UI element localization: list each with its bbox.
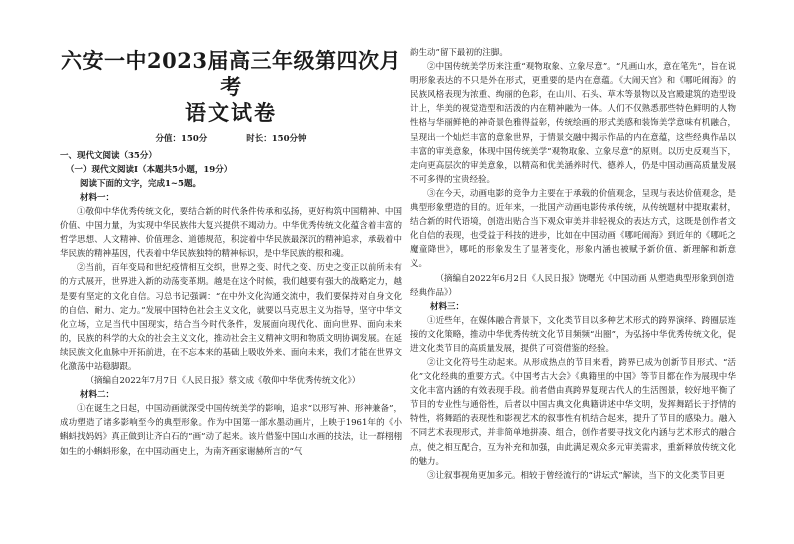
material-3-paragraph-2: ②让文化符号生动起来。从形成热点的节目来看，跨界已成为创新节目形式、“活化”文化经典的重要方式。《中国考古大会》《典籍里的中国》等节目都在作为展现中华文化丰富内涵的有效表现手段。前者借由真跨界复现古代人的生活图景，较好地平衡了节目的专业性与通俗性，后者以中国古典文化典籍讲述中华文明，发挥舞蹈长于抒情的特性，将舞蹈的表现性和影视艺术的叙事性有机结合起来，提升了节目的感染力。融入不同艺术表现形式，并非简单地拼凑、组合，创作者要寻找文化内涵与艺术形式的融合点，使之相互配合，互为补充和加强，由此满足观众多元审美需求，重新释放传统文化的魅力。: [410, 357, 736, 467]
left-column: [60, 48, 402, 459]
material-2-paragraph-2: ②中国传统美学历来注重“观物取象、立象尽意”。“凡画山水，意在笔先”，旨在说明形象表达的不只是外在形式，更重要的是内在意蕴。《大闹天宫》和《哪吒闹海》的民族风格表现为浓重、绚丽的色彩，在山川、石头、草木等景物以及宫殿建筑的造型设计上，华美的视觉造型和活泼的内在精神融为一体。人们不仅熟悉那些特色鲜明的人物性格与华丽鲜艳的神奇景色雅得益彰，传统绘画的形式美感和装饰美学意味有机融合，呈现出一个灿烂丰富的意象世界，于情景交融中揭示作品的内在意蕴，这些经典作品以丰富的审美意象，体现中国传统美学“观物取象、立象尽意”的原则。以历史反观当下，走向更高层次的审美意象，以精高和优美涵养时代、德养人，仍是中国动画高质量发展不可多得的宝贵经验。: [410, 62, 736, 185]
material-1-paragraph-2: ②当前，百年变局和世纪疫情相互交织，世界之变、时代之变、历史之变正以前所未有的方式展开，世界进入新的动荡变革期。越是在这个时候，我们越要有强大的战略定力，越是要有坚定的文化自信。习总书记强调：“在中外文化沟通交流中，我们要保持对自身文化的自信、耐力、定力。”发展中国特色社会主义文化，就要以马克思主义为指导，坚守中华文化立场，立足当代中国现实，结合当今时代条件，发展面向现代化、面向世界、面向未来的，民族的科学的大众的社会主义文化，推动社会主义精神文明和物质文明协调发展。在延续民族文化血脉中开拓前进，在不忘本来的基础上吸收外来、面向未来，我们才能在世界文化激荡中站稳脚跟。: [60, 263, 402, 373]
right-column: [410, 46, 736, 483]
exam-title: 六安一中2023届高三年级第四次月考: [61, 48, 401, 99]
reading-instruction: 阅读下面的文字，完成1~5题。: [80, 179, 201, 189]
subsection-heading: （一）现代文阅读Ⅰ（本题共5小题，19分）: [66, 165, 233, 175]
exam-subtitle: 语文试卷: [185, 100, 277, 125]
material-2-label: 材料二：: [80, 390, 115, 401]
material-2-paragraph-1-continued: 韵生动”留下最初的注脚。: [410, 48, 508, 58]
exam-time: 时长：150分钟: [246, 134, 307, 144]
section-heading: 一、现代文阅读（35分）: [60, 151, 157, 161]
material-2-paragraph-1: ①在诞生之日起，中国动画就深受中国传统美学的影响，追求“以形写神、形神兼备”，成功塑造了诸多影响至今的典型形象。作为中国第一部水墨动画片，上映于1961年的《小蝌蚪找妈妈》真正做到让齐白石的“画”动了起来。该片借鉴中国山水画的技法，让一群栩栩如生的小蝌蚪形象，在中国动画史上，为南齐画家谢赫所言的“气: [60, 404, 402, 457]
material-3-paragraph-3: ③让叙事视角更加多元。相较于曾经流行的“讲坛式”解读，当下的文化类节目更: [427, 470, 725, 481]
exam-score: 分值：150分: [155, 134, 208, 144]
material-1-source: （摘编自2022年7月7日《人民日报》蔡文成《敬仰中华优秀传统文化》）: [85, 376, 361, 387]
material-1-label: 材料一：: [80, 193, 115, 203]
material-3-paragraph-1: ①近些年，在媒体融合背景下，文化类节目以多种艺术形式的跨界演绎、跨圈层连接的文化策略，推动中华优秀传统文化节目频频“出圈”，为弘扬中华优秀传统文化，促进文化类节目的高质量发展，提供了可资借鉴的经验。: [410, 315, 736, 354]
material-2-paragraph-3: ③在今天，动画电影的竞争力主要在于承载的价值观念，呈现与表达价值观念，是典型形象塑造的目的。近年来，一批国产动画电影传承传统，从传统题材中提取素材，结合新的时代语境，创造出贴合当下观众审美并非轻视众的表达方式，这既是创作者文化自信的表现，也受益于科技的进步，比如在中国动画《哪吒闹海》到近年的《哪吒之魔童降世》，哪吒的形象发生了显著变化，形象内涵也被赋予新价值、新理解和新意义。: [410, 188, 736, 270]
material-1-paragraph-1: ①敬仰中华优秀传统文化，要结合新的时代条件传承和弘扬，更好构筑中国精神、中国价值、中国力量，为实现中华民族伟大复兴提供不竭动力。中华优秀传统文化蕴含着丰富的哲学思想、人文精神、价值理念、道德规范，积淀着中华民族最深沉的精神追求，承载着中华民族的精神基因，代表着中华民族独特的精神标识，是中华民族的根和魂。: [60, 207, 402, 260]
material-3-label: 材料三：: [430, 301, 465, 312]
material-2-source: （摘编自2022年6月2日《人民日报》饶曙光《中国动画 从塑造典型形象到创造经典作品》）: [410, 273, 735, 298]
exam-meta: [60, 132, 402, 146]
